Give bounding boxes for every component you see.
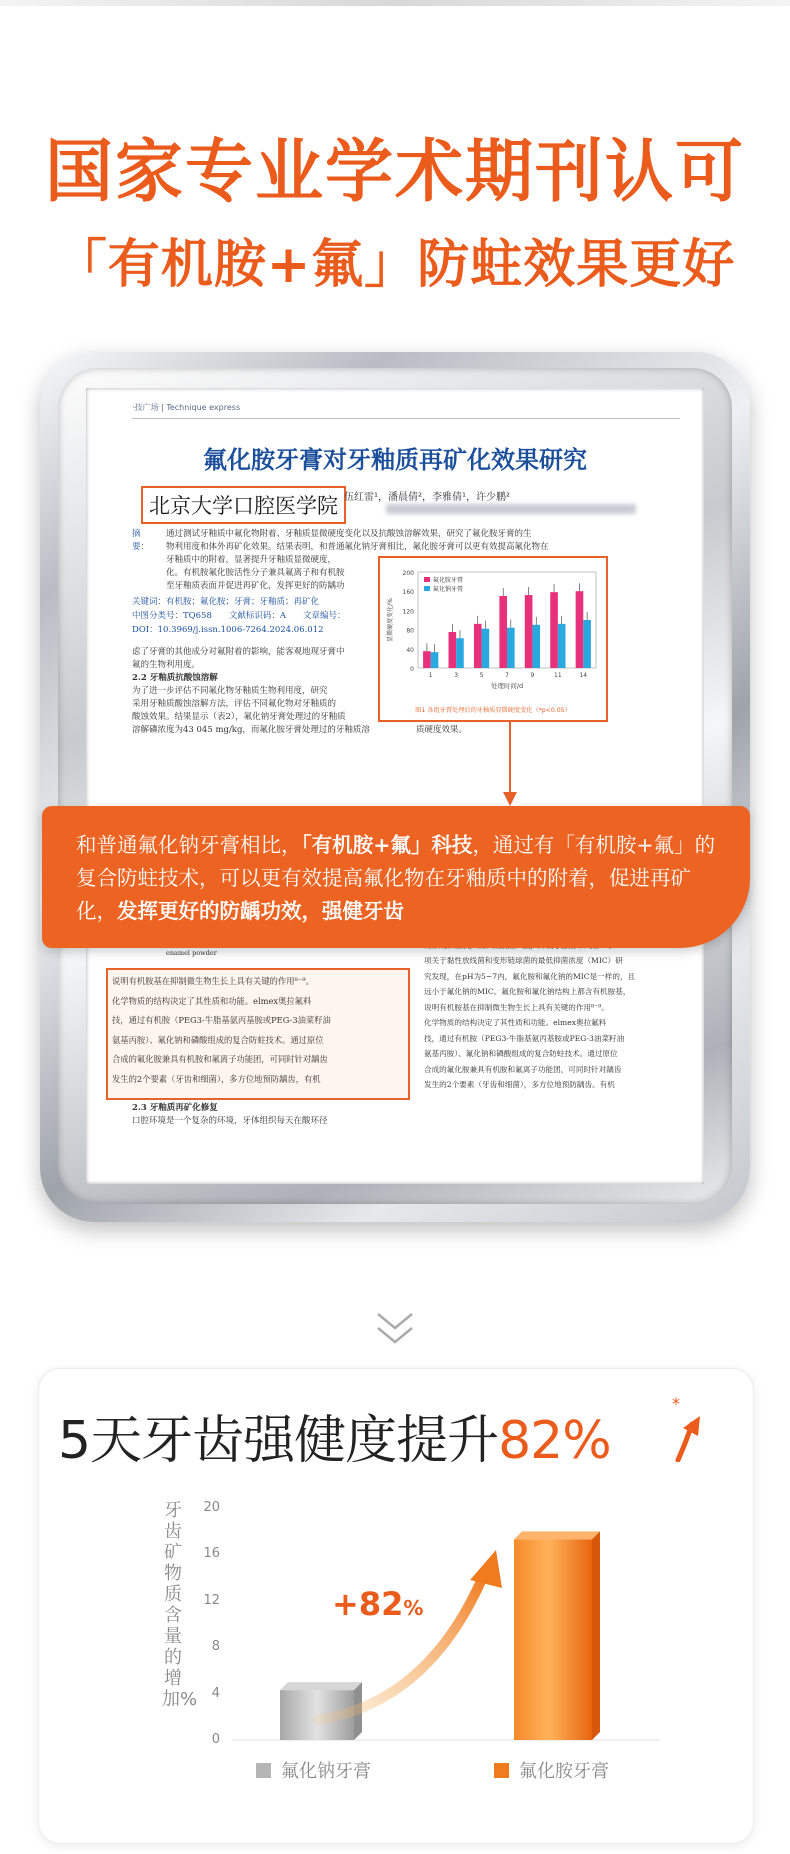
inset-xtick: 3	[454, 672, 459, 679]
lower-right-line: 技，通过有机胺（PEG3-牛脂基氨丙基胺或PEG-3油菜籽油	[424, 1033, 625, 1043]
growth-arrow-head	[470, 1550, 502, 1588]
connector-arrow	[498, 722, 522, 810]
lower-right-line: 合成的氟化胺兼具有机胺和氟离子功能团，可同时针对龋齿	[424, 1064, 622, 1074]
inset-legend-swatch	[424, 586, 430, 591]
inset-bar-b	[532, 625, 540, 668]
bar-chart-ytick: 0	[211, 1732, 220, 1747]
lower-left-text	[112, 972, 408, 1089]
bar-amine-fluoride	[514, 1539, 592, 1740]
inset-bar-b	[558, 624, 566, 668]
inset-legend-label: 氟化钠牙膏	[433, 586, 464, 593]
bar-chart-ytick: 8	[211, 1639, 220, 1655]
paper-screen	[86, 388, 704, 1184]
lower-line: 发生的2个要素（牙齿和细菌），多方位地预防龋齿，有机	[112, 1073, 321, 1084]
body-line: 2.2 牙釉质抗酸蚀溶解	[132, 673, 218, 683]
body-line: 酸蚀效果。结果显示（表2），氟化钠牙膏处理过的牙釉质	[132, 712, 346, 722]
inset-caption: 图1 各组牙膏处理后的牙釉质显微硬度变化（*p<0.05）	[415, 707, 571, 714]
callout-text: 和普通氟化钠牙膏相比，	[76, 833, 302, 857]
paper-column-tag: ·技广场 | Technique express	[132, 403, 241, 412]
body-line: 为了进一步评估不同氟化物牙釉质生物利用度，研究	[132, 686, 328, 696]
inset-bar-b	[431, 652, 439, 668]
lower-line: 氨基丙胺）、氟化钠和磷酸组成的复合防蛀技术。通过原位	[112, 1034, 324, 1045]
callout-banner	[42, 806, 750, 948]
inset-xtick: 7	[505, 672, 509, 679]
class-number: 中图分类号：TQ658 文献标识码：A 文章编号：	[132, 611, 346, 621]
body-line: 口腔环境是一个复杂的环境，牙体组织每天在酸环径	[132, 1116, 328, 1126]
inset-legend-swatch	[424, 577, 430, 582]
legend-swatch-orange	[494, 1763, 509, 1778]
bar-chart	[0, 1480, 790, 1760]
lower-line: 化学物质的结构决定了其性质和功能。elmex奥拉氟料	[112, 995, 312, 1006]
inset-chart	[378, 556, 608, 722]
callout-emphasis: 「有机胺+氟」科技	[301, 833, 473, 857]
up-arrow-icon	[672, 1410, 706, 1462]
lower-right-line: 发生的2个要素（牙齿和细菌），多方位地预防龋齿。有机	[424, 1080, 615, 1089]
callout-emphasis: 发挥更好的防龋功效，强健牙齿	[117, 899, 404, 923]
abstract-line: 至牙釉质表面并促进再矿化，发挥更好的防龋功	[166, 581, 345, 591]
lower-right-line: 究发现，在pH为5~7内，氟化胺和氟化钠的MIC是一样的，且	[424, 971, 636, 981]
body-line: 虑了牙膏的其他成分对氟附着的影响，能客观地现牙膏中	[132, 647, 345, 657]
abstract-line: 通过测试牙釉质中氟化物附着、牙釉质显微硬度变化以及抗酸蚀溶解效果，研究了氟化胺牙膏的生	[166, 529, 532, 539]
bar-top-face	[280, 1682, 362, 1690]
abstract-line: 牙釉质中的附着，显著提升牙釉质显微硬度，	[166, 555, 337, 565]
body-line: 溶解磷浓度为43 045 mg/kg，而氟化胺牙膏处理过的牙釉质溶	[132, 725, 370, 735]
lower-line: 合成的氟化胺兼具有机胺和氟离子功能团，可同时针对龋齿	[112, 1054, 328, 1064]
inset-ytick: 160	[402, 589, 414, 597]
inset-xlabel: 处理时间/d	[490, 682, 524, 690]
legend-sodium	[256, 1757, 371, 1783]
headline-line1: 国家专业学术期刊认可	[44, 133, 745, 212]
inset-bar-b	[507, 628, 515, 668]
affiliation-highlight: 北京大学口腔医学院	[141, 486, 346, 524]
body-line: 氟的生物利用度。	[132, 660, 201, 670]
increase-annotation: +82%	[332, 1585, 424, 1623]
bar-chart-ytick: 12	[203, 1592, 220, 1608]
chevron-down-icon	[374, 1308, 416, 1350]
abstract-line: 物利用度和体外再矿化效果。结果表明，和普通氟化钠牙膏相比，氟化胺牙膏可以更有效提高氟化物在	[166, 542, 549, 552]
lower-right-line: 化学物质的结构决定了其性质和功能。elmex奥拉氟料	[424, 1018, 607, 1027]
inset-bar-b	[482, 629, 490, 668]
legend-label: 氟化胺牙膏	[519, 1761, 609, 1782]
keywords: 关键词：有机胺；氟化胺；牙膏；牙釉质；再矿化	[132, 597, 320, 607]
inset-xtick: 11	[554, 672, 562, 679]
bar-chart-ytick: 16	[203, 1546, 220, 1562]
inset-xtick: 5	[479, 672, 484, 679]
lower-line: 技，通过有机胺（PEG3-牛脂基氨丙基胺或PEG-3油菜籽油	[112, 1015, 331, 1025]
doi: DOI：10.3969/j.issn.1006-7264.2024.06.012	[132, 625, 324, 635]
inset-bar-a	[576, 591, 584, 668]
inset-bar-a	[550, 592, 558, 668]
lower-right-line: 氨基丙胺）、氟化钠和磷酸组成的复合防蛀技术。通过原位	[424, 1049, 618, 1058]
inset-ytick: 80	[406, 627, 414, 635]
body-text-left	[132, 646, 382, 737]
paper-authors: 伍红雷¹，潘晨倩²，李雅倩¹，许少鹏²	[344, 492, 511, 503]
inset-chart-svg	[380, 558, 606, 720]
bar-top-face	[514, 1531, 600, 1539]
bar-chart-ylabel: 牙齿矿物质含量的增加%	[162, 1500, 198, 1710]
inset-bar-a	[525, 595, 533, 668]
inset-xtick: 9	[530, 672, 535, 679]
abstract-label: 摘 要：	[132, 529, 150, 552]
inset-bar-b	[583, 620, 591, 668]
blurred-address	[386, 504, 636, 514]
inset-xtick: 14	[579, 672, 588, 679]
inset-bar-a	[499, 596, 507, 668]
bar-chart-ytick: 20	[203, 1500, 220, 1515]
stat-title	[58, 1398, 611, 1473]
lower-right-line: 项关于黏性放线菌和变形链球菌的最低抑菌浓度（MIC）研	[424, 956, 623, 965]
inset-bar-a	[423, 651, 431, 668]
bar-chart-ytick: 4	[211, 1685, 220, 1701]
legend-swatch-grey	[256, 1763, 271, 1778]
inset-ytick: 200	[402, 570, 414, 577]
inset-bar-a	[474, 624, 482, 668]
lower-line: 说明有机胺基在抑制微生物生长上具有关键的作用⁸⁻⁹。	[112, 976, 314, 986]
inset-bar-a	[449, 632, 457, 668]
lower-left-tail	[132, 1102, 382, 1128]
callout-text: ，通过有「有机胺+氟」的复合防蛀技术，可以更有效提高氟化物在牙釉质中的附着，促进再矿化，	[76, 833, 716, 923]
body-text-right: 质硬度效果。	[416, 725, 468, 735]
inset-ylabel: 显微硬度变化/%	[387, 598, 394, 642]
body-line: 采用牙釉质酸蚀溶解方法，评估不同氟化物对牙釉质的	[132, 699, 337, 709]
inset-ytick: 120	[402, 608, 414, 616]
stat-title-main: 5天牙齿强健度提升	[58, 1411, 499, 1471]
stat-title-percent: 82%	[498, 1411, 611, 1471]
paper-rule	[132, 418, 680, 419]
legend-label: 氟化钠牙膏	[281, 1761, 371, 1782]
bar-side-face	[592, 1531, 600, 1740]
inset-legend-label: 氟化胺牙膏	[433, 577, 464, 584]
inset-bar-b	[456, 638, 464, 668]
section-heading: 2.3 牙釉质再矿化修复	[132, 1103, 218, 1113]
paper-title: 氟化胺牙膏对牙釉质再矿化效果研究	[203, 445, 587, 474]
top-divider	[0, 0, 790, 6]
abstract-line: 化。有机胺氟化胺活性分子兼具氟离子和有机胺	[166, 568, 345, 578]
footnote-star: *	[672, 1394, 680, 1413]
table-caption-en: enamel powder	[166, 949, 217, 957]
legend-amine	[494, 1757, 609, 1783]
inset-ytick: 40	[406, 646, 414, 654]
inset-xtick: 1	[428, 672, 433, 679]
inset-ytick: 0	[410, 666, 414, 673]
headline-line2: 「有机胺+氟」防蛀效果更好	[54, 235, 736, 295]
lower-right-line: 远小于氟化钠的MIC。氟化胺和氟化钠结构上都含有机胺基，	[424, 987, 631, 996]
lower-right-line: 说明有机胺基在抑制微生物生长上具有关键的作用⁸⁻⁹。	[424, 1002, 609, 1012]
